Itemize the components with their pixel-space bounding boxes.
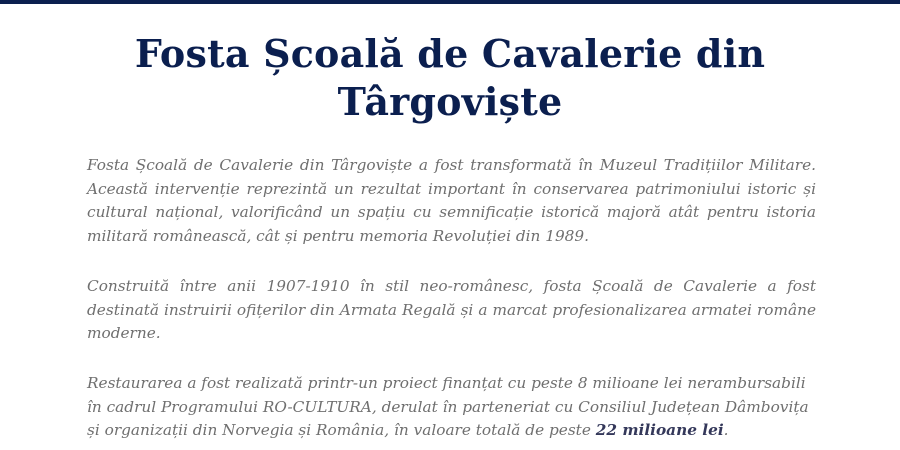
- total-value-highlight: 22 milioane lei: [595, 421, 724, 440]
- page-title: Fosta Școală de Cavalerie din Târgoviște: [134, 31, 766, 124]
- paragraph-restoration: [87, 372, 816, 443]
- paragraph-history: Construită între anii 1907-1910 în stil neo-românesc, fosta Școală de Cavalerie a fost destinată instruirii ofițerilor din Armata Regală și a marcat profesionalizarea armatei române moderne.: [87, 276, 816, 343]
- paragraph-museum: Fosta Școală de Cavalerie din Târgoviște a fost transformată în Muzeul Tradițiilor Militare. Această intervenție reprezintă un rezultat important în conservarea patrimoniului istoric și cultural național, valorificând un spațiu cu semnificație istorică majoră atât pentru istoria militară românească, cât și pentru memoria Revoluției din 1989.: [87, 156, 816, 246]
- restoration-end: .: [723, 421, 729, 440]
- top-accent-bar: [0, 0, 900, 4]
- article-body: [87, 154, 816, 443]
- restoration-text: Restaurarea a fost realizată printr-un proiect finanțat cu peste 8 milioane lei nerambursabili în cadrul Programului RO-CULTURA, derulat în parteneriat cu Consiliul Județean Dâmbovița și organizații din Norvegia și România, în valoare totală de peste: [87, 373, 809, 440]
